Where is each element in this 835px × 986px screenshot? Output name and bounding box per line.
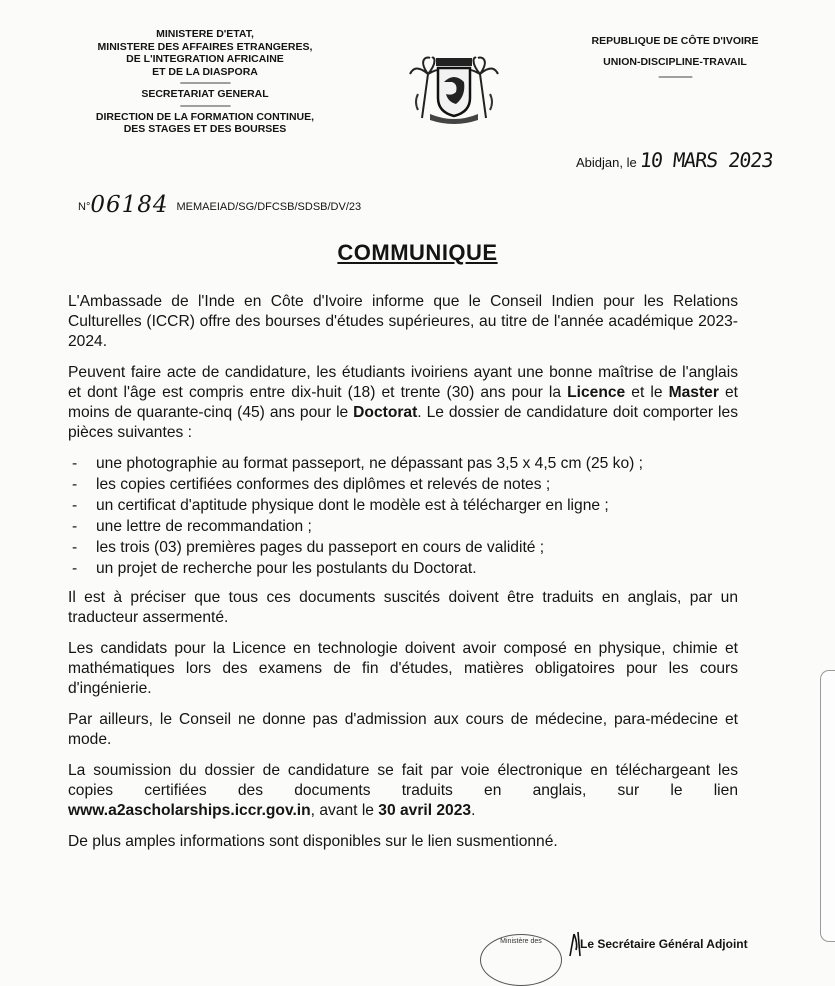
text-run: . Le dossier de candidature doit comporter les pièces suivantes : xyxy=(68,404,738,441)
official-stamp: Ministère des xyxy=(480,934,562,986)
text-run: , avant le xyxy=(310,802,379,819)
ministry-line-3: DE L'INTEGRATION AFRICAINE xyxy=(126,53,284,65)
paragraph-eligibility xyxy=(68,363,738,443)
date-handwritten: 10 MARS 2023 xyxy=(639,148,775,172)
text-emphasis-master: Master xyxy=(668,384,719,401)
reference-handwritten-number: 06184 xyxy=(90,192,169,218)
text-run: La soumission du dossier de candidature se fait par voie électronique en téléchargeant les copies certifiées des documents traduits en anglais, sur le lien xyxy=(68,762,738,799)
direction-line-1: DIRECTION DE LA FORMATION CONTINUE, xyxy=(95,110,315,123)
text-run: et moins de quarante-cinq (45) ans pour le xyxy=(68,384,739,421)
list-item: - les copies certifiées conformes des diplômes et relevés de notes ; xyxy=(68,475,738,495)
republic-header xyxy=(560,31,790,81)
list-item: - un projet de recherche pour les postulants du Doctorat. xyxy=(68,559,738,579)
ministry-line-1: MINISTERE D'ETAT, xyxy=(156,28,254,40)
ministry-line-2: MINISTERE DES AFFAIRES ETRANGERES, xyxy=(97,40,313,53)
ministry-line-4: ET DE LA DIASPORA xyxy=(152,65,258,78)
reference-prefix: N° xyxy=(78,201,91,213)
list-item: - une lettre de recommandation ; xyxy=(68,517,738,537)
required-documents-list xyxy=(68,454,738,579)
header-separator: -------------------- xyxy=(658,72,692,81)
scholarship-link[interactable]: www.a2ascholarships.iccr.gov.in xyxy=(68,802,311,819)
ministry-header xyxy=(60,28,350,136)
republic-motto: UNION-DISCIPLINE-TRAVAIL xyxy=(603,56,747,68)
header-separator: ------------------------------ xyxy=(180,100,230,110)
coat-of-arms-icon xyxy=(408,52,500,124)
reference-number xyxy=(78,192,361,218)
signatory-title: Le Secrétaire Général Adjoint xyxy=(580,937,748,951)
text-emphasis-doctorat: Doctorat xyxy=(353,404,418,421)
republic-name: REPUBLIQUE DE CÔTE D'IVOIRE xyxy=(591,35,759,47)
deadline-date: 30 avril 2023 xyxy=(378,802,472,819)
paragraph-translation: Il est à préciser que tous ces documents suscités doivent être traduits en anglais, par un traducteur assermenté. xyxy=(68,589,738,626)
paragraph-submission xyxy=(68,761,738,821)
list-item: - une photographie au format passeport, ne dépassant pas 3,5 x 4,5 cm (25 ko) ; xyxy=(68,454,738,474)
communique-body xyxy=(68,292,738,863)
list-item: - les trois (03) premières pages du passeport en cours de validité ; xyxy=(68,538,738,558)
list-item: - un certificat d'aptitude physique dont le modèle est à télécharger en ligne ; xyxy=(68,496,738,516)
text-run: et le xyxy=(625,384,669,401)
paragraph-technology: Les candidats pour la Licence en technologie doivent avoir composé en physique, chimie et mathématiques lors des examens de fin d'études, matières obligatoires pour les cours d'ingénierie. xyxy=(68,640,738,697)
scrollbar-handle[interactable] xyxy=(820,670,835,942)
signature-block xyxy=(480,928,800,960)
paragraph-exclusions: Par ailleurs, le Conseil ne donne pas d'admission aux cours de médecine, para-médecine et mode. xyxy=(68,711,738,748)
page-title: COMMUNIQUE xyxy=(337,240,498,265)
paragraph-intro: L'Ambassade de l'Inde en Côte d'Ivoire informe que le Conseil Indien pour les Relations Culturelles (ICCR) offre des bourses d'études supérieures, au titre de l'année académique 2023-2024. xyxy=(68,293,738,350)
paragraph-more-info: De plus amples informations sont disponibles sur le lien susmentionné. xyxy=(68,833,558,850)
text-emphasis-licence: Licence xyxy=(567,384,626,401)
document-date xyxy=(576,148,773,172)
text-run: Peuvent faire acte de candidature, les étudiants ivoiriens ayant une bonne maîtrise de l'anglais et dont l'âge est compris entre dix-huit (18) et trente (30) ans pour la xyxy=(68,364,738,401)
direction-line-2: DES STAGES ET DES BOURSES xyxy=(123,123,287,135)
header-separator: ------------------------------ xyxy=(180,78,230,87)
text-run: . xyxy=(471,802,476,819)
reference-code: MEMAEIAD/SG/DFCSB/SDSB/DV/23 xyxy=(176,201,362,213)
secretariat-line: SECRETARIAT GENERAL xyxy=(141,88,269,100)
date-place: Abidjan, le xyxy=(576,155,637,170)
